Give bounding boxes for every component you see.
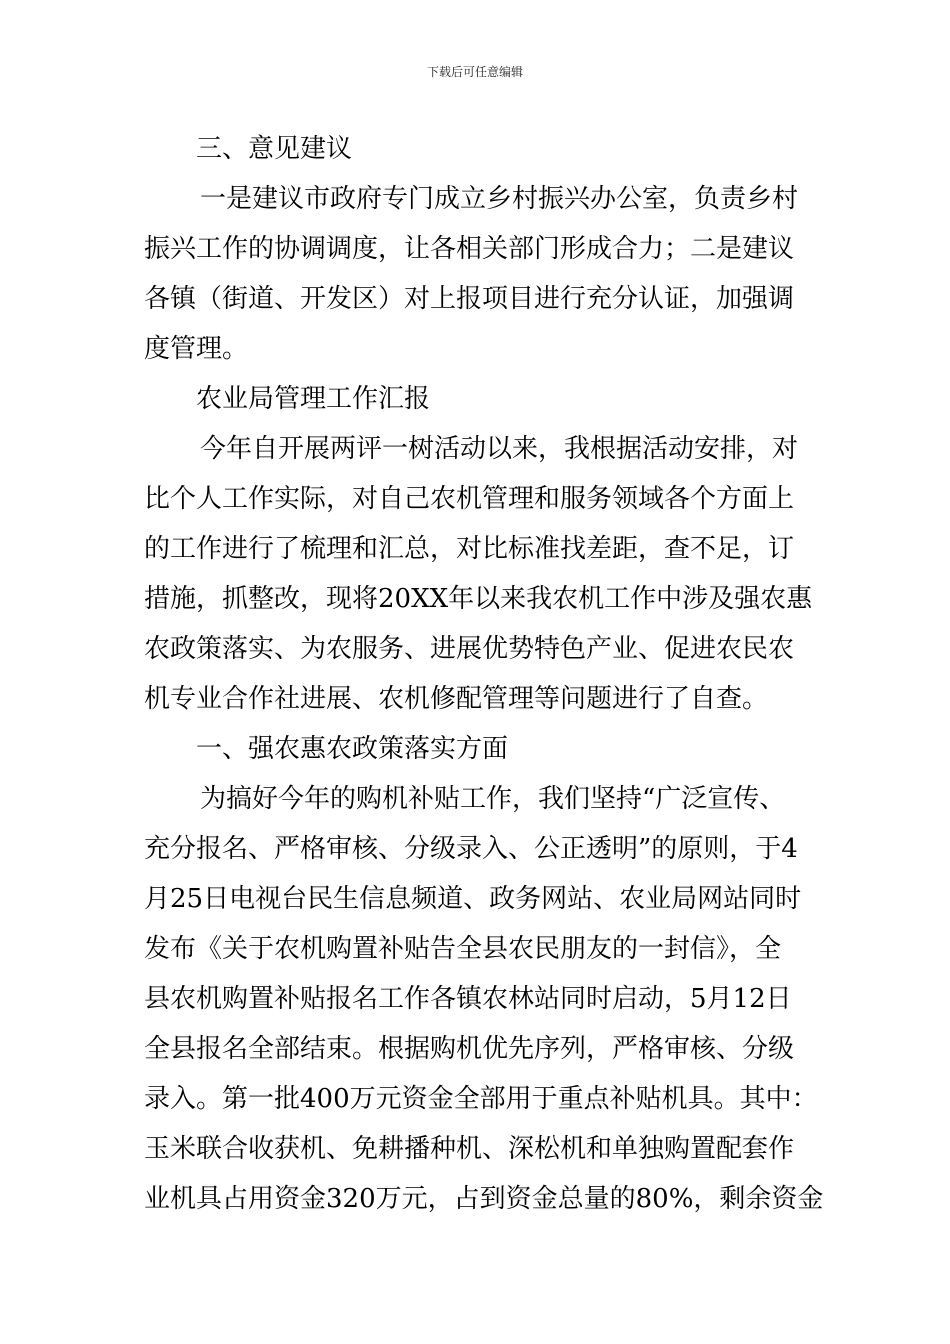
sub-heading-text: 一、强农惠农政策落实方面 bbox=[196, 734, 509, 764]
report-title bbox=[144, 374, 808, 424]
text-line: 玉米联合收获机、免耕播种机、深松机和单独购置配套作 bbox=[144, 1134, 795, 1164]
text-line: 的工作进行了梳理和汇总，对比标准找差距，查不足，订 bbox=[144, 534, 795, 564]
paragraph-intro bbox=[144, 424, 813, 724]
paragraph-recommendations bbox=[144, 174, 808, 374]
text-line: 业机具占用资金320万元，占到资金总量的80%，剩余资金 bbox=[144, 1184, 824, 1214]
text-line: 全县报名全部结束。根据购机优先序列，严格审核、分级 bbox=[144, 1034, 795, 1064]
text-line: 振兴工作的协调调度，让各相关部门形成合力；二是建议 bbox=[144, 234, 795, 264]
page-header-note: 下载后可任意编辑 bbox=[426, 65, 523, 79]
text-line: 为搞好今年的购机补贴工作，我们坚持“广泛宣传、 bbox=[200, 784, 786, 814]
text-line: 一是建议市政府专门成立乡村振兴办公室，负责乡村 bbox=[200, 184, 799, 214]
text-line: 措施，抓整改，现将20XX年以来我农机工作中涉及强农惠 bbox=[144, 584, 813, 614]
paragraph-subsidy bbox=[144, 774, 824, 1224]
text-line: 发布《关于农机购置补贴告全县农民朋友的一封信》，全 bbox=[144, 934, 782, 964]
section-heading-text: 三、意见建议 bbox=[196, 134, 353, 164]
sub-heading bbox=[144, 724, 808, 774]
text-line: 充分报名、严格审核、分级录入、公正透明”的原则，于4 bbox=[144, 834, 798, 864]
text-line: 今年自开展两评一树活动以来，我根据活动安排，对 bbox=[200, 434, 799, 464]
text-line: 机专业合作社进展、农机修配管理等问题进行了自查。 bbox=[144, 684, 769, 714]
text-line: 度管理。 bbox=[144, 334, 249, 364]
text-line: 比个人工作实际，对自己农机管理和服务领域各个方面上 bbox=[144, 484, 795, 514]
document-body bbox=[144, 124, 824, 1224]
text-line: 录入。第一批400万元资金全部用于重点补贴机具。其中： bbox=[144, 1084, 818, 1114]
text-line: 各镇（街道、开发区）对上报项目进行充分认证，加强调 bbox=[144, 284, 795, 314]
text-line: 月25日电视台民生信息频道、政务网站、农业局网站同时 bbox=[144, 884, 802, 914]
report-title-text: 农业局管理工作汇报 bbox=[196, 384, 431, 414]
section-heading bbox=[144, 124, 808, 174]
text-line: 县农机购置补贴报名工作各镇农林站同时启动，5月12日 bbox=[144, 984, 792, 1014]
text-line: 农政策落实、为农服务、进展优势特色产业、促进农民农 bbox=[144, 634, 795, 664]
